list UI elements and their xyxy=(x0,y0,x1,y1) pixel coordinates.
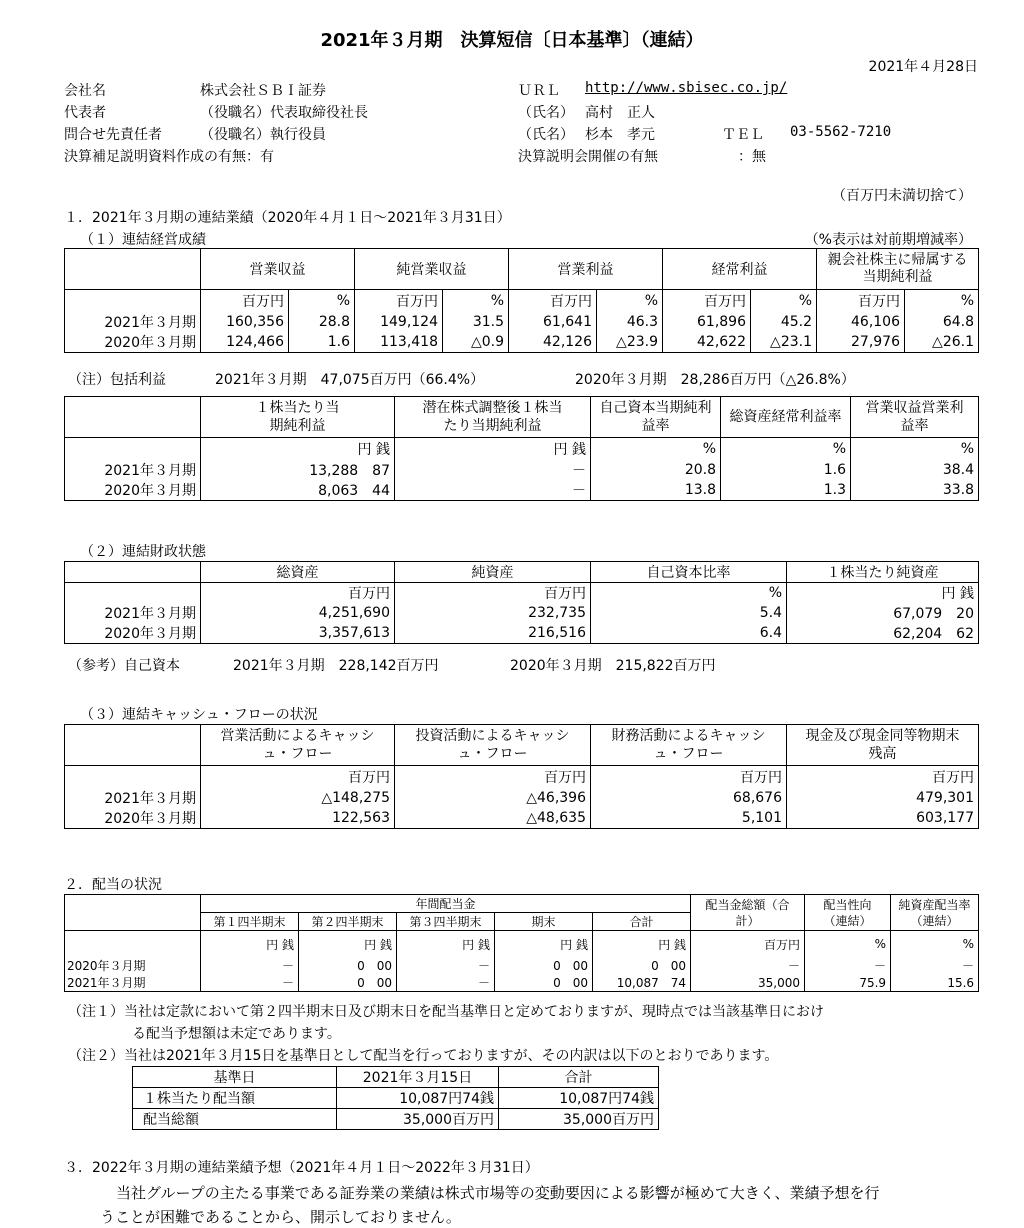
unit-cell: % xyxy=(591,583,787,604)
annual-dividend-header: 年間配当金 xyxy=(201,895,691,913)
cashflow-header: 営業活動によるキャッシュ・フロー xyxy=(201,725,395,766)
financial-header: １株当たり純資産 xyxy=(826,565,939,581)
value-cell: － xyxy=(201,957,299,974)
contact-name-label: （氏名） xyxy=(518,127,574,143)
breakdown-header: 基準日 xyxy=(133,1067,337,1088)
financial-position-table xyxy=(64,561,979,644)
value-cell: 124,466 xyxy=(201,332,289,353)
payout-ratio-header: 配当性向（連結） xyxy=(805,895,891,931)
meeting-value: ：無 xyxy=(738,149,766,165)
unit-cell: 百万円 xyxy=(355,290,443,313)
per-share-header: 営業収益営業利益率 xyxy=(865,400,964,434)
unit-cell: 百万円 xyxy=(663,290,751,313)
value-cell: － xyxy=(395,480,591,501)
quarter-header: 第３四半期末 xyxy=(397,913,495,931)
results-header-cell: 営業利益 xyxy=(509,249,663,290)
per-share-header: 総資産経常利益率 xyxy=(721,397,851,438)
representative-name-label: （氏名） xyxy=(518,105,574,121)
value-cell: 33.8 xyxy=(942,482,974,498)
period-label: 2020年３月期 xyxy=(65,957,201,974)
value-cell: 15.6 xyxy=(947,975,975,990)
representative-label: 代表者 xyxy=(64,105,106,121)
value-cell: 216,516 xyxy=(395,623,591,644)
value-cell: △26.1 xyxy=(932,334,974,350)
unit-cell: 百万円 xyxy=(509,290,597,313)
table-row xyxy=(65,460,979,480)
financial-header: 総資産 xyxy=(201,562,395,583)
unit-cell: 円 銭 xyxy=(395,438,591,461)
contact-name: 杉本 孝元 xyxy=(585,127,655,143)
value-cell: 45.2 xyxy=(751,312,817,332)
section1-sub2: （２）連結財政状態 xyxy=(80,544,206,560)
url-label: ＵＲＬ xyxy=(518,83,560,99)
per-share-header: 潜在株式調整後１株当たり当期純利益 xyxy=(395,397,591,438)
unit-cell: % xyxy=(751,290,817,313)
unit-cell: 円 銭 xyxy=(593,931,691,958)
period-label: 2021年３月期 xyxy=(65,788,201,808)
value-cell: △46,396 xyxy=(395,788,591,808)
period-label: 2021年３月期 xyxy=(65,312,201,332)
unit-cell: % xyxy=(962,937,975,951)
quarter-header: 期末 xyxy=(495,913,593,931)
results-header-cell: 営業収益 xyxy=(201,249,355,290)
value-cell: 68,676 xyxy=(591,788,787,808)
unit-cell: % xyxy=(289,290,355,313)
table-row xyxy=(65,312,979,332)
unit-cell: 円 銭 xyxy=(299,931,397,958)
unit-cell: 円 銭 xyxy=(397,931,495,958)
value-cell: 42,622 xyxy=(663,332,751,353)
cashflow-unit-row xyxy=(65,766,979,789)
value-cell: 479,301 xyxy=(916,790,974,806)
value-cell: － xyxy=(397,957,495,974)
dividend-note2: （注２）当社は2021年３月15日を基準日として配当を行っておりますが、その内訳は以下のとおりであります。 xyxy=(68,1048,779,1064)
value-cell: 61,896 xyxy=(663,312,751,332)
breakdown-header-row xyxy=(133,1067,659,1088)
financial-unit-row xyxy=(65,583,979,604)
value-cell: 6.4 xyxy=(591,623,787,644)
report-date: 2021年４月28日 xyxy=(868,59,978,75)
page-title: 2021年３月期 決算短信〔日本基準〕（連結） xyxy=(320,30,704,51)
value-cell: 35,000百万円 xyxy=(563,1112,654,1128)
section1-heading: １．2021年３月期の連結業績（2020年４月１日～2021年３月31日） xyxy=(64,210,511,226)
dividend-total-header: 配当金総額（合計） xyxy=(691,895,805,931)
table-row xyxy=(133,1088,659,1109)
period-label: 2021年３月期 xyxy=(65,460,201,480)
quarter-header: 合計 xyxy=(593,913,691,931)
financial-header-row xyxy=(65,562,979,583)
breakdown-label: 配当総額 xyxy=(133,1109,337,1130)
unit-cell: 円 銭 xyxy=(941,586,974,602)
value-cell: 10,087 74 xyxy=(593,974,691,992)
value-cell: 35,000 xyxy=(691,974,805,992)
value-cell: 0 00 xyxy=(495,974,593,992)
representative-name: 高村 正人 xyxy=(585,105,655,121)
unit-cell: 百万円 xyxy=(201,583,395,604)
unit-cell: % xyxy=(960,441,974,457)
quarter-header: 第２四半期末 xyxy=(299,913,397,931)
value-cell: 1.6 xyxy=(289,332,355,353)
value-cell: 113,418 xyxy=(355,332,443,353)
value-cell: 35,000百万円 xyxy=(337,1109,499,1130)
value-cell: － xyxy=(201,974,299,992)
value-cell: 13.8 xyxy=(591,480,721,501)
equity-note-label: （参考）自己資本 xyxy=(68,658,180,674)
unit-cell: 百万円 xyxy=(201,766,395,789)
unit-cell: % xyxy=(721,438,851,461)
period-label: 2020年３月期 xyxy=(65,480,201,501)
value-cell: △0.9 xyxy=(443,332,509,353)
breakdown-label: １株当たり配当額 xyxy=(133,1088,337,1109)
table-row xyxy=(65,808,979,829)
quarter-header: 第１四半期末 xyxy=(201,913,299,931)
section1-sub3: （３）連結キャッシュ・フローの状況 xyxy=(80,707,318,723)
company-name-label: 会社名 xyxy=(64,83,106,99)
table-row xyxy=(65,603,979,623)
value-cell: 149,124 xyxy=(355,312,443,332)
value-cell: 67,079 20 xyxy=(893,606,974,622)
value-cell: △23.1 xyxy=(751,332,817,353)
unit-cell: 円 銭 xyxy=(201,438,395,461)
value-cell: 10,087円74銭 xyxy=(337,1088,499,1109)
pct-note: （%表示は対前期増減率） xyxy=(804,232,972,248)
financial-header: 純資産 xyxy=(395,562,591,583)
value-cell: △23.9 xyxy=(597,332,663,353)
financial-header: 自己資本比率 xyxy=(591,562,787,583)
period-label: 2021年３月期 xyxy=(65,603,201,623)
unit-cell: 百万円 xyxy=(691,931,805,958)
comprehensive-income-2021: 2021年３月期 47,075百万円（66.4%） xyxy=(215,372,485,388)
unit-cell: 円 銭 xyxy=(201,931,299,958)
table-row xyxy=(65,480,979,501)
value-cell: 0 00 xyxy=(593,957,691,974)
dividend-table xyxy=(64,894,979,992)
value-cell: 46.3 xyxy=(597,312,663,332)
supplementary-materials-note: 決算補足説明資料作成の有無：有 xyxy=(64,149,274,165)
value-cell: 0 00 xyxy=(495,957,593,974)
value-cell: － xyxy=(397,974,495,992)
cashflow-table xyxy=(64,724,979,829)
value-cell: 62,204 62 xyxy=(893,626,974,642)
value-cell: － xyxy=(395,460,591,480)
value-cell: 5,101 xyxy=(591,808,787,829)
value-cell: 46,106 xyxy=(817,312,905,332)
contact-label: 問合せ先責任者 xyxy=(64,127,162,143)
unit-cell: % xyxy=(805,931,891,958)
unit-cell: 百万円 xyxy=(395,766,591,789)
value-cell: － xyxy=(691,957,805,974)
value-cell: 13,288 87 xyxy=(201,460,395,480)
value-cell: 4,251,690 xyxy=(201,603,395,623)
value-cell: 122,563 xyxy=(201,808,395,829)
value-cell: 10,087円74銭 xyxy=(559,1091,654,1107)
table-row xyxy=(65,623,979,644)
results-header-cell: 経常利益 xyxy=(663,249,817,290)
value-cell: 61,641 xyxy=(509,312,597,332)
breakdown-header: 合計 xyxy=(564,1070,593,1086)
value-cell: △148,275 xyxy=(201,788,395,808)
table-row xyxy=(133,1109,659,1130)
period-label: 2020年３月期 xyxy=(65,332,201,353)
results-header-cell: 純営業収益 xyxy=(355,249,509,290)
tel-label: ＴＥＬ xyxy=(722,127,764,143)
unit-cell: 百万円 xyxy=(201,290,289,313)
dividend-unit-row xyxy=(65,931,979,958)
value-cell: 28.8 xyxy=(289,312,355,332)
results-table xyxy=(64,248,979,353)
value-cell: 0 00 xyxy=(299,974,397,992)
unit-cell: 円 銭 xyxy=(495,931,593,958)
unit-cell: 百万円 xyxy=(932,770,974,786)
value-cell: － xyxy=(962,959,975,973)
comprehensive-income-2020: 2020年３月期 28,286百万円（△26.8%） xyxy=(575,372,855,388)
value-cell: 0 00 xyxy=(299,957,397,974)
forecast-text-line2: うことが困難であることから、開示しておりません。 xyxy=(100,1208,461,1226)
table-row xyxy=(65,332,979,353)
value-cell: 64.8 xyxy=(942,314,974,330)
value-cell: 8,063 44 xyxy=(201,480,395,501)
value-cell: 603,177 xyxy=(916,810,974,826)
results-header-cell: 親会社株主に帰属する当期純利益 xyxy=(827,252,968,285)
value-cell: 5.4 xyxy=(591,603,787,623)
equity-note-2020: 2020年３月期 215,822百万円 xyxy=(510,658,716,674)
value-cell: 232,735 xyxy=(395,603,591,623)
value-cell: 3,357,613 xyxy=(201,623,395,644)
forecast-text-line1: 当社グループの主たる事業である証券業の業績は株式市場等の変動要因による影響が極めて大きく、業績予想を行 xyxy=(116,1184,880,1202)
contact-role: （役職名）執行役員 xyxy=(200,127,326,143)
per-share-table xyxy=(64,396,979,501)
value-cell: △48,635 xyxy=(395,808,591,829)
results-unit-row xyxy=(65,290,979,313)
value-cell: 31.5 xyxy=(443,312,509,332)
unit-note: （百万円未満切捨て） xyxy=(832,188,972,204)
section3-heading: ３．2022年３月期の連結業績予想（2021年４月１日～2022年３月31日） xyxy=(64,1160,539,1176)
unit-cell: % xyxy=(591,438,721,461)
company-name: 株式会社ＳＢＩ証券 xyxy=(200,83,326,99)
per-share-header: １株当たり当期純利益 xyxy=(201,397,395,438)
dividend-note1-line2: る配当予想額は未定であります。 xyxy=(132,1026,341,1042)
section2-heading: ２．配当の状況 xyxy=(64,877,162,893)
unit-cell: % xyxy=(443,290,509,313)
per-share-unit-row xyxy=(65,438,979,461)
doe-header: 純資産配当率（連結） xyxy=(898,897,971,928)
equity-note-2021: 2021年３月期 228,142百万円 xyxy=(233,658,439,674)
period-label: 2020年３月期 xyxy=(65,808,201,829)
value-cell: 1.6 xyxy=(721,460,851,480)
section1-sub1: （１）連結経営成績 xyxy=(80,232,206,248)
value-cell: 38.4 xyxy=(942,462,974,478)
value-cell: 160,356 xyxy=(201,312,289,332)
per-share-header: 自己資本当期純利益率 xyxy=(591,397,721,438)
meeting-label: 決算説明会開催の有無 xyxy=(518,149,658,165)
company-url-link[interactable]: http://www.sbisec.co.jp/ xyxy=(585,80,788,96)
representative-role: （役職名）代表取締役社長 xyxy=(200,105,368,121)
breakdown-header: 2021年３月15日 xyxy=(337,1067,499,1088)
value-cell: 75.9 xyxy=(805,974,891,992)
period-label: 2021年３月期 xyxy=(65,974,201,992)
value-cell: 27,976 xyxy=(817,332,905,353)
table-row xyxy=(65,788,979,808)
tel-number: 03-5562-7210 xyxy=(790,124,892,140)
table-row xyxy=(65,957,979,974)
cashflow-header: 投資活動によるキャッシュ・フロー xyxy=(395,725,591,766)
period-label: 2020年３月期 xyxy=(65,623,201,644)
comprehensive-income-label: （注）包括利益 xyxy=(68,372,166,388)
value-cell: 1.3 xyxy=(721,480,851,501)
value-cell: － xyxy=(805,957,891,974)
cashflow-header: 現金及び現金同等物期末残高 xyxy=(805,728,960,762)
unit-cell: % xyxy=(960,293,974,309)
unit-cell: 百万円 xyxy=(395,583,591,604)
unit-cell: % xyxy=(597,290,663,313)
cashflow-header: 財務活動によるキャッシュ・フロー xyxy=(591,725,787,766)
dividend-note1-line1: （注１）当社は定款において第２四半期末日及び期末日を配当基準日と定めておりますが、現時点では当該基準日におけ xyxy=(68,1004,824,1020)
dividend-breakdown-table xyxy=(132,1066,659,1130)
unit-cell: 百万円 xyxy=(591,766,787,789)
value-cell: 42,126 xyxy=(509,332,597,353)
value-cell: 20.8 xyxy=(591,460,721,480)
unit-cell: 百万円 xyxy=(817,290,905,313)
table-row xyxy=(65,974,979,992)
